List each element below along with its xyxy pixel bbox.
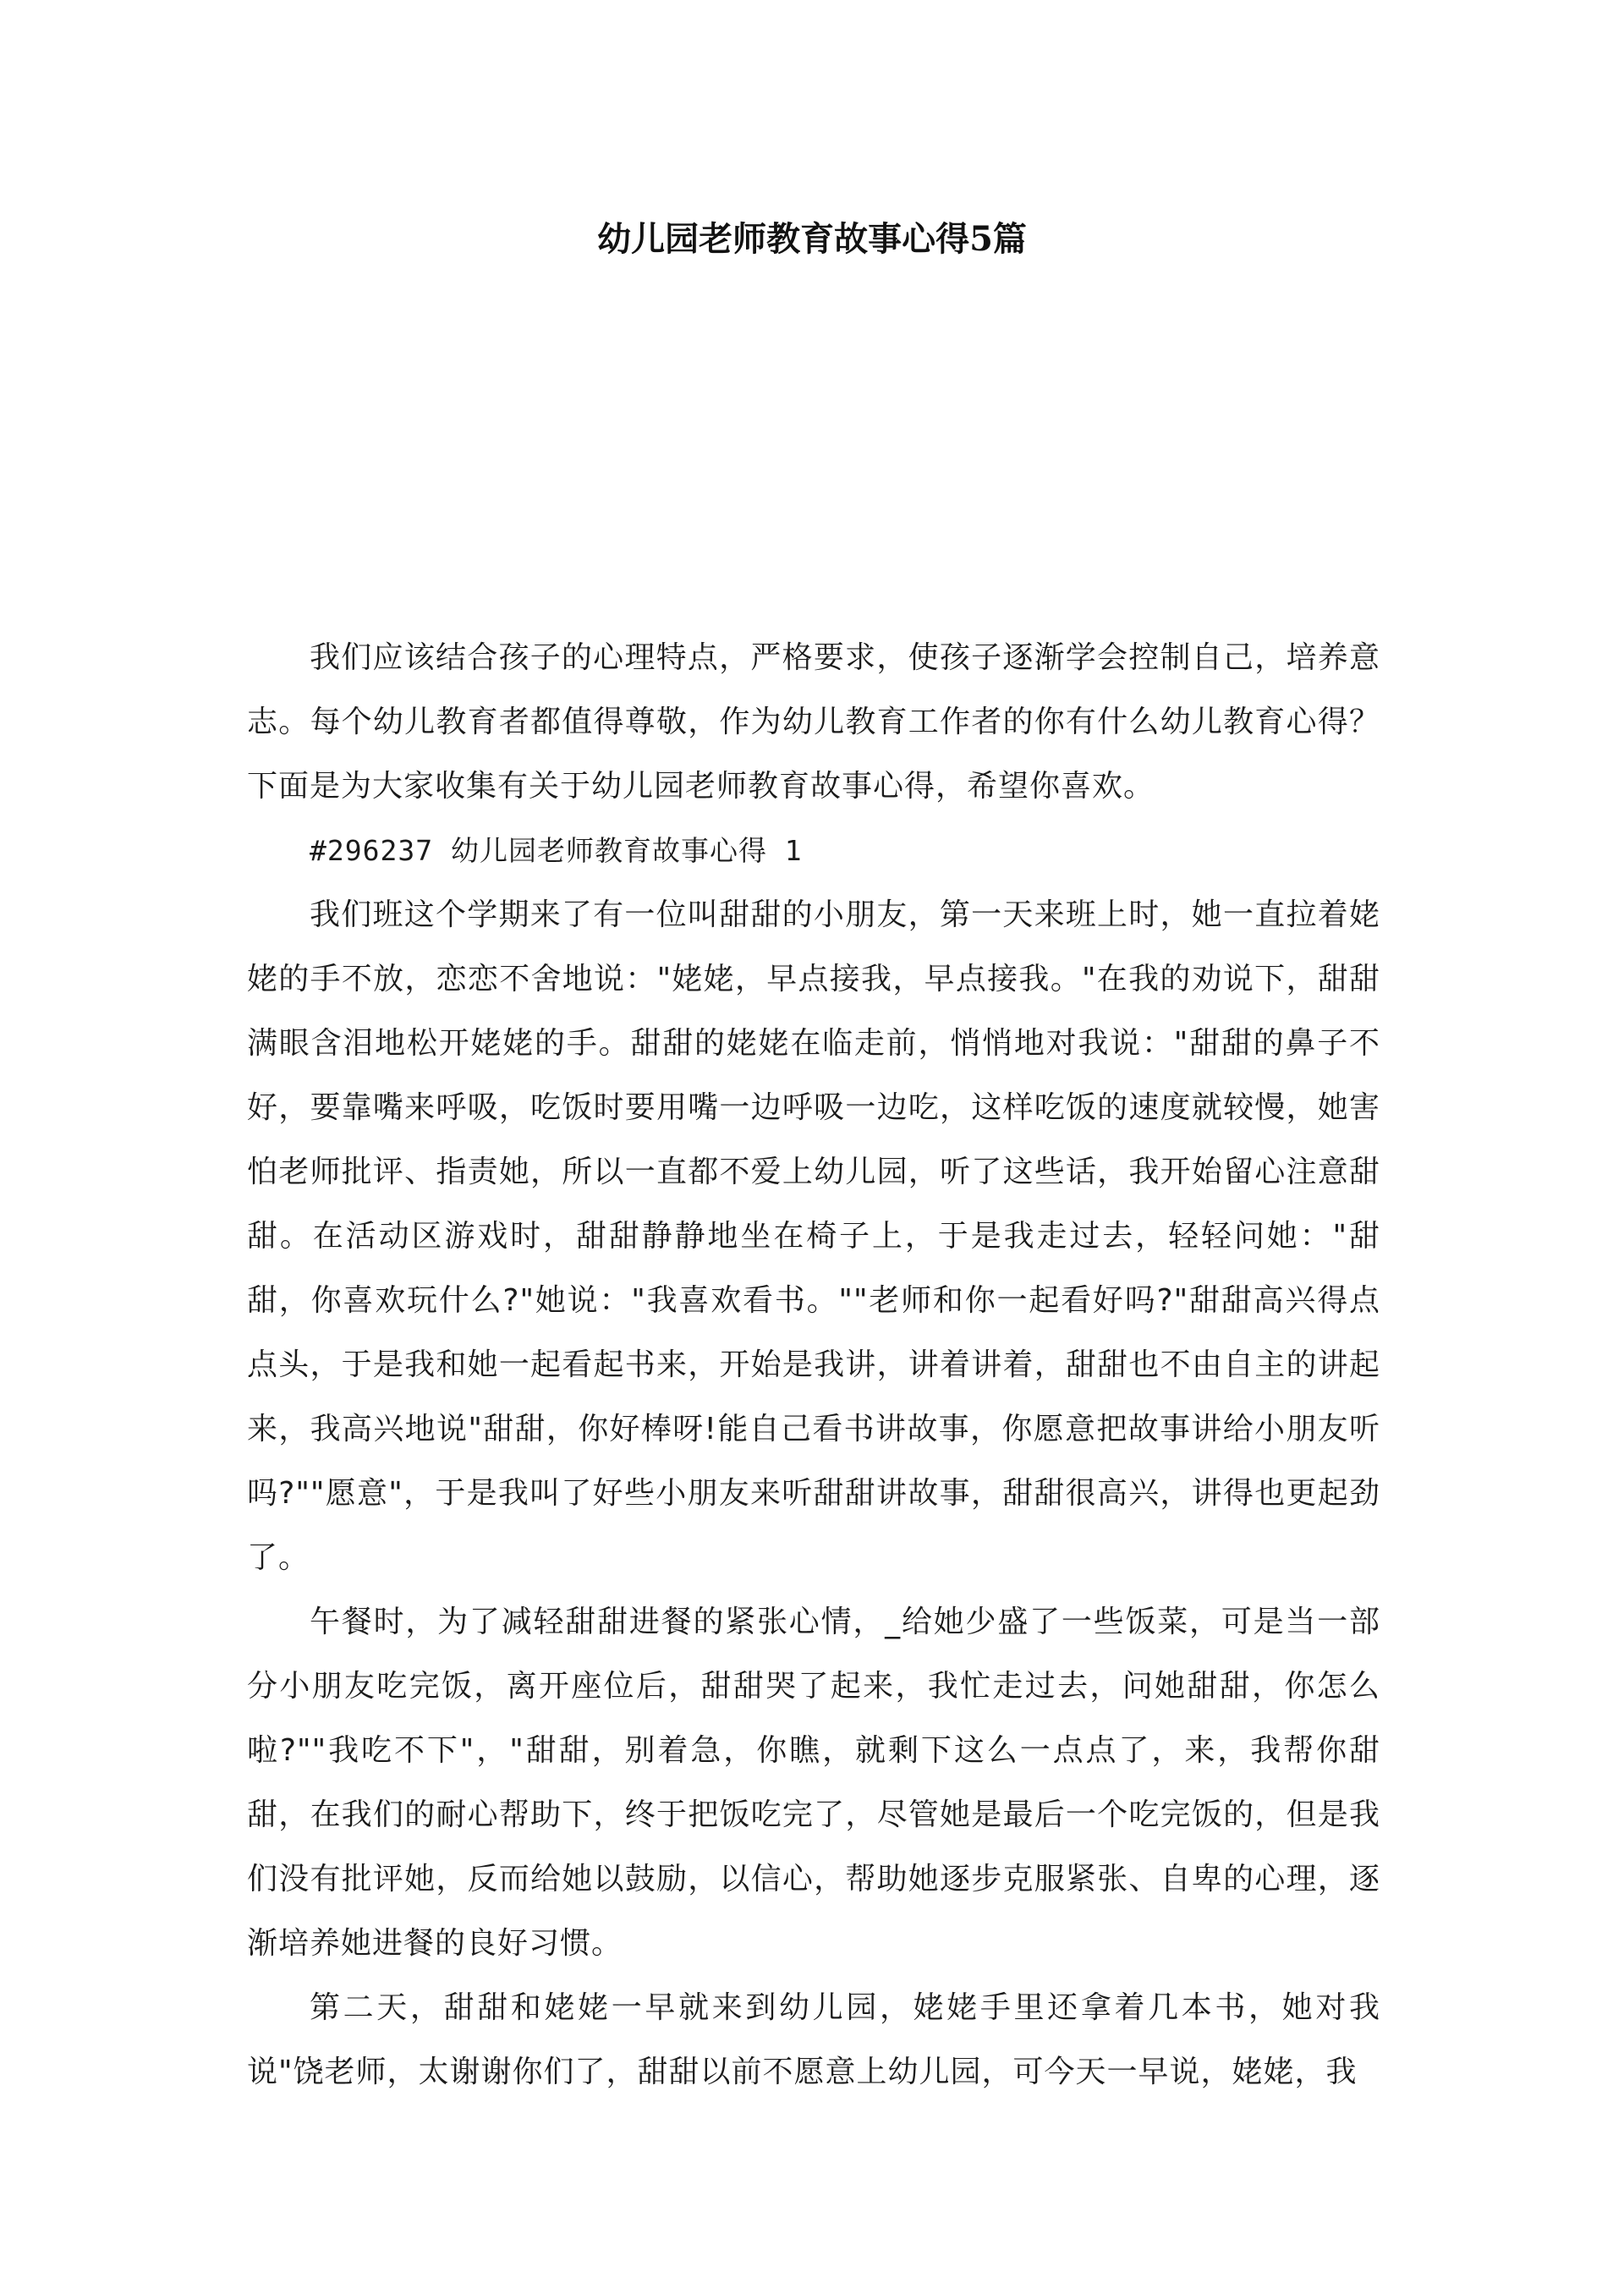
section-heading: #296237 幼儿园老师教育故事心得 1: [310, 834, 803, 867]
intro-paragraph: 我们应该结合孩子的心理特点，严格要求，使孩子逐渐学会控制自己，培养意志。每个幼儿教育者都值得尊敬，作为幼儿教育工作者的你有什么幼儿教育心得？下面是为大家收集有关于幼儿园老师教育故事心得，希望你喜欢。: [247, 640, 1380, 804]
story-paragraph-3: 第二天，甜甜和姥姥一早就来到幼儿园，姥姥手里还拿着几本书，她对我说"饶老师，太谢谢你们了，甜甜以前不愿意上幼儿园，可今天一早说，姥姥，我: [247, 1990, 1380, 2089]
document-title: 幼儿园老师教育故事心得5篇: [597, 219, 1027, 259]
story-paragraph-2: 午餐时，为了减轻甜甜进餐的紧张心情，_给她少盛了一些饭菜，可是当一部分小朋友吃完饭，离开座位后，甜甜哭了起来，我忙走过去，问她甜甜，你怎么啦?""我吃不下"，"甜甜，别着急，你瞧，就剩下这么一点点了，来，我帮你甜甜，在我们的耐心帮助下，终于把饭吃完了，尽管她是最后一个吃完饭的，但是我们没有批评她，反而给她以鼓励，以信心，帮助她逐步克服紧张、自卑的心理，逐渐培养她进餐的良好习惯。: [247, 1605, 1380, 1961]
story-paragraph-1: 我们班这个学期来了有一位叫甜甜的小朋友，第一天来班上时，她一直拉着姥姥的手不放，恋恋不舍地说："姥姥，早点接我，早点接我。"在我的劝说下，甜甜满眼含泪地松开姥姥的手。甜甜的姥姥在临走前，悄悄地对我说："甜甜的鼻子不好，要靠嘴来呼吸，吃饭时要用嘴一边呼吸一边吃，这样吃饭的速度就较慢，她害怕老师批评、指责她，所以一直都不爱上幼儿园，听了这些话，我开始留心注意甜甜。在活动区游戏时，甜甜静静地坐在椅子上，于是我走过去，轻轻问她："甜甜，你喜欢玩什么?"她说："我喜欢看书。""老师和你一起看好吗?"甜甜高兴得点点头，于是我和她一起看起书来，开始是我讲，讲着讲着，甜甜也不由自主的讲起来，我高兴地说"甜甜，你好棒呀!能自己看书讲故事，你愿意把故事讲给小朋友听吗?""愿意"，于是我叫了好些小朋友来听甜甜讲故事，甜甜很高兴，讲得也更起劲了。: [247, 897, 1380, 1575]
document-body: [247, 626, 1380, 2105]
